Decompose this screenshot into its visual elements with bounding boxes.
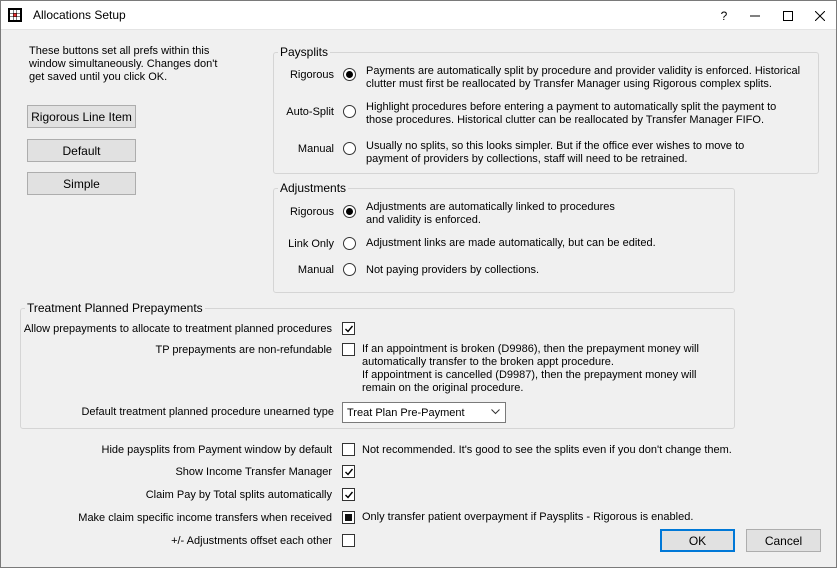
ok-button[interactable]: OK (660, 529, 735, 552)
checkmark-icon (344, 467, 354, 477)
adjustments-manual-desc: Not paying providers by collections. (366, 264, 540, 276)
adjustments-title: Adjustments (280, 181, 347, 195)
adjustments-rigorous-label: Rigorous (289, 206, 334, 218)
adjustments-link-only-desc: Adjustment links are made automatically, but can be edited. (366, 237, 656, 249)
chevron-down-icon (491, 409, 500, 415)
tp-nonrefundable-checkbox[interactable] (342, 343, 355, 356)
claim-pay-label: Claim Pay by Total splits automatically (145, 489, 332, 501)
rigorous-line-item-button[interactable]: Rigorous Line Item (27, 105, 136, 128)
close-button[interactable] (804, 1, 836, 30)
close-icon (815, 11, 825, 21)
adjustments-rigorous-radio[interactable] (343, 205, 356, 218)
tp-nonrefundable-desc-4: remain on the original procedure. (362, 382, 524, 394)
help-icon: ? (720, 8, 728, 23)
paysplits-auto-split-desc-2: those procedures. Historical clutter can be reallocated by Transfer Manager FIFO. (366, 114, 765, 126)
paysplits-rigorous-radio[interactable] (343, 68, 356, 81)
preset-note: These buttons set all prefs within this window simultaneously. Changes don't get saved until you click OK. (29, 45, 218, 83)
claim-transfers-desc: Only transfer patient overpayment if Paysplits - Rigorous is enabled. (362, 511, 694, 523)
window-title: Allocations Setup (33, 8, 126, 22)
paysplits-manual-desc-1: Usually no splits, so this looks simpler. But if the office ever wishes to move to (366, 140, 745, 152)
tp-allow-label: Allow prepayments to allocate to treatment planned procedures (23, 323, 332, 335)
tp-allow-checkbox[interactable] (342, 322, 355, 335)
minimize-button[interactable] (739, 1, 771, 30)
claim-transfers-checkbox[interactable] (342, 511, 355, 524)
hide-paysplits-checkbox[interactable] (342, 443, 355, 456)
offset-adjustments-checkbox[interactable] (342, 534, 355, 547)
paysplits-manual-desc-2: payment of providers by collections, staff will need to be retrained. (366, 153, 688, 165)
show-itm-checkbox[interactable] (342, 465, 355, 478)
paysplits-manual-radio[interactable] (343, 142, 356, 155)
tp-nonrefundable-desc-3: If appointment is cancelled (D9987), then the prepayment money will (362, 369, 697, 381)
paysplits-rigorous-label: Rigorous (289, 69, 334, 81)
adjustments-rigorous-desc-2: and validity is enforced. (366, 214, 481, 226)
grid-icon (8, 8, 22, 22)
adjustments-link-only-label: Link Only (288, 238, 334, 250)
paysplits-title: Paysplits (280, 45, 329, 59)
tp-unearned-type-label: Default treatment planned procedure unearned type (81, 406, 334, 418)
hide-paysplits-label: Hide paysplits from Payment window by default (101, 444, 332, 456)
tp-unearned-type-value: Treat Plan Pre-Payment (347, 406, 465, 419)
adjustments-manual-radio[interactable] (343, 263, 356, 276)
claim-transfers-label: Make claim specific income transfers when received (78, 512, 332, 524)
title-bar[interactable] (1, 1, 836, 30)
paysplits-auto-split-desc-1: Highlight procedures before entering a payment to automatically split the payment to (366, 101, 777, 113)
paysplits-rigorous-desc-2: clutter must first be reallocated by Transfer Manager using Rigorous complex splits. (366, 78, 772, 90)
offset-adjustments-label: +/- Adjustments offset each other (171, 535, 332, 547)
checkmark-icon (344, 490, 354, 500)
paysplits-rigorous-desc-1: Payments are automatically split by procedure and provider validity is enforced. Historical (366, 65, 801, 77)
maximize-icon (783, 11, 793, 21)
tp-nonrefundable-label: TP prepayments are non-refundable (155, 344, 332, 356)
maximize-button[interactable] (772, 1, 804, 30)
tp-nonrefundable-desc-2: automatically transfer to the broken appt procedure. (362, 356, 614, 368)
adjustments-rigorous-desc-1: Adjustments are automatically linked to procedures (366, 201, 615, 213)
cancel-button[interactable]: Cancel (746, 529, 821, 552)
paysplits-auto-split-label: Auto-Split (286, 106, 334, 118)
help-button[interactable] (708, 1, 740, 30)
tp-prepayments-title: Treatment Planned Prepayments (27, 301, 203, 315)
minimize-icon (750, 11, 760, 21)
checkmark-icon (344, 324, 354, 334)
show-itm-label: Show Income Transfer Manager (175, 466, 332, 478)
paysplits-manual-label: Manual (297, 143, 334, 155)
adjustments-link-only-radio[interactable] (343, 237, 356, 250)
paysplits-auto-split-radio[interactable] (343, 105, 356, 118)
tp-nonrefundable-desc-1: If an appointment is broken (D9986), then the prepayment money will (362, 343, 699, 355)
claim-pay-checkbox[interactable] (342, 488, 355, 501)
default-button[interactable]: Default (27, 139, 136, 162)
simple-button[interactable]: Simple (27, 172, 136, 195)
adjustments-manual-label: Manual (297, 264, 334, 276)
tp-unearned-type-select[interactable] (342, 402, 506, 423)
hide-paysplits-desc: Not recommended. It's good to see the splits even if you don't change them. (362, 444, 732, 456)
